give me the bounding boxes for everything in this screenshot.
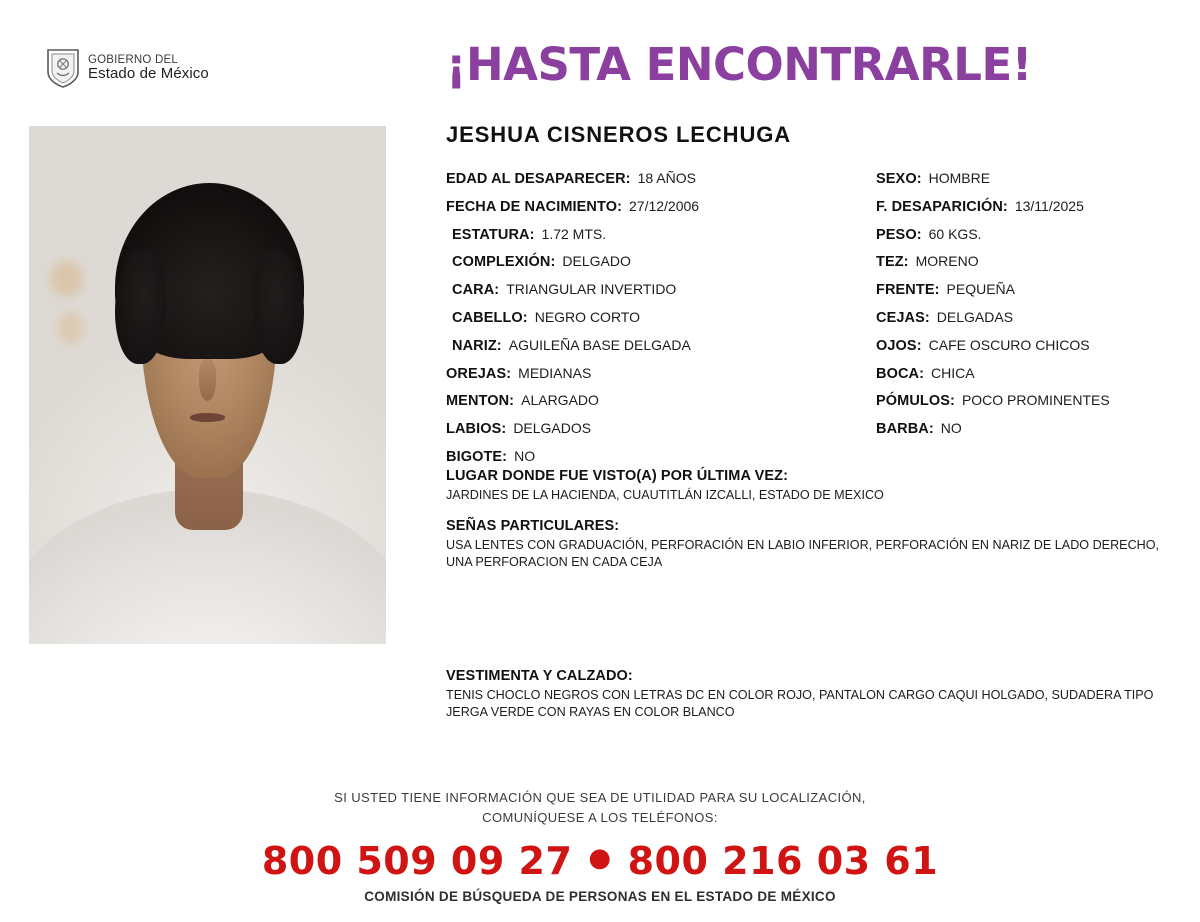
detail-field [876, 365, 1174, 393]
detail-field [876, 226, 1174, 254]
detail-field [876, 337, 1174, 365]
detail-label: OJOS: [876, 337, 922, 354]
detail-field [446, 226, 876, 254]
detail-label: SEXO: [876, 171, 922, 187]
photo-background [29, 126, 386, 644]
detail-field [446, 309, 876, 337]
page-title: ¡HASTA ENCONTRARLE! [446, 38, 1032, 91]
detail-label: EDAD AL DESAPARECER: [446, 171, 631, 187]
detail-value: PEQUEÑA [946, 281, 1015, 298]
person-name: JESHUA CISNEROS LECHUGA [446, 122, 792, 147]
detail-field [876, 420, 1174, 448]
detail-value: HOMBRE [928, 170, 991, 186]
detail-label: MENTON: [446, 393, 515, 410]
detail-label: LABIOS: [446, 421, 507, 438]
details-grid [446, 170, 1174, 476]
detail-value: 60 KGS. [928, 225, 982, 242]
detail-value: 27/12/2006 [629, 197, 700, 214]
detail-value: ALARGADO [521, 392, 599, 409]
logo-line-2: Estado de México [88, 65, 209, 83]
detail-field [876, 198, 1174, 226]
phone-numbers [0, 839, 1200, 883]
photo-mouth [190, 413, 226, 421]
contact-footer [0, 788, 1200, 904]
detail-label: PESO: [876, 226, 922, 243]
detail-value: DELGADOS [513, 420, 592, 437]
detail-label: NARIZ: [452, 337, 502, 354]
detail-label: BIGOTE: [446, 448, 508, 465]
detail-value: 18 AÑOS [637, 170, 696, 186]
detail-value: 13/11/2025 [1014, 197, 1084, 214]
detail-label: BARBA: [876, 421, 934, 438]
details-section [446, 170, 1174, 476]
phone-number-1[interactable]: 800 509 09 27 [261, 839, 573, 884]
detail-value: CHICA [931, 364, 975, 381]
photo-artifact-left-upper [50, 261, 82, 297]
detail-label: CEJAS: [876, 309, 930, 326]
footer-line-2: COMUNÍQUESE A LOS TELÉFONOS: [482, 810, 718, 826]
logo-line-1: GOBIERNO DEL [88, 54, 178, 67]
detail-field [446, 281, 876, 309]
government-logo-text [88, 54, 209, 82]
detail-value: 1.72 MTS. [541, 225, 607, 242]
detail-label: TEZ: [876, 254, 909, 271]
shield-icon [46, 48, 80, 88]
detail-field [446, 392, 876, 420]
detail-value: DELGADAS [936, 308, 1014, 325]
photo-hair-left [115, 250, 165, 364]
detail-label: PÓMULOS: [876, 393, 955, 410]
detail-label: ESTATURA: [452, 226, 535, 243]
detail-label: BOCA: [876, 365, 925, 382]
detail-value: DELGADO [562, 253, 631, 270]
detail-label: COMPLEXIÓN: [452, 254, 556, 271]
detail-field [446, 337, 876, 365]
footer-line-1: SI USTED TIENE INFORMACIÓN QUE SEA DE UTILIDAD PARA SU LOCALIZACIÓN, [334, 790, 866, 805]
detail-value: POCO PROMINENTES [961, 392, 1110, 409]
detail-label: F. DESAPARICIÓN: [876, 198, 1008, 215]
detail-field [876, 309, 1174, 337]
organization-name: COMISIÓN DE BÚSQUEDA DE PERSONAS EN EL ESTADO DE MÉXICO [364, 889, 836, 905]
detail-label: CABELLO: [452, 309, 528, 326]
detail-value: TRIANGULAR INVERTIDO [506, 281, 677, 298]
detail-value: NO [514, 447, 536, 464]
detail-field [446, 420, 876, 448]
detail-field [446, 253, 876, 281]
detail-field [876, 281, 1174, 309]
photo-artifact-left-lower [58, 312, 83, 343]
detail-label: CARA: [452, 282, 500, 299]
last-seen-value: JARDINES DE LA HACIENDA, CUAUTITLÁN IZCALLI, ESTADO DE MEXICO [446, 488, 884, 502]
detail-value: CAFE OSCURO CHICOS [928, 336, 1090, 353]
detail-value: NEGRO CORTO [534, 308, 640, 325]
detail-field [876, 253, 1174, 281]
distinguishing-marks-value: USA LENTES CON GRADUACIÓN, PERFORACIÓN EN LABIO INFERIOR, PERFORACIÓN EN NARIZ DE LADO DERECHO, UNA PERFORACION EN CADA CEJA [446, 538, 1160, 569]
phone-number-2[interactable]: 800 216 03 61 [627, 839, 939, 884]
detail-value: MORENO [915, 253, 979, 270]
detail-label: FRENTE: [876, 282, 940, 299]
detail-field [446, 365, 876, 393]
detail-value: AGUILEÑA BASE DELGADA [508, 336, 691, 353]
detail-value: MEDIANAS [518, 364, 592, 381]
clothing-title: VESTIMENTA Y CALZADO: [446, 668, 633, 684]
clothing-value: TENIS CHOCLO NEGROS CON LETRAS DC EN COLOR ROJO, PANTALON CARGO CAQUI HOLGADO, SUDADERA TIPO JERGA VERDE CON RAYAS EN COLOR BLANCO [446, 688, 1154, 719]
missing-person-photo [29, 126, 386, 644]
distinguishing-marks-title: SEÑAS PARTICULARES: [446, 518, 620, 534]
government-logo [46, 48, 209, 88]
distinguishing-marks-block [446, 518, 1174, 570]
detail-field [876, 170, 1174, 198]
detail-label: OREJAS: [446, 365, 512, 382]
detail-field [446, 198, 876, 226]
phone-separator-dot-icon: ● [588, 843, 612, 874]
photo-nose [199, 359, 217, 400]
last-seen-block [446, 468, 1174, 504]
clothing-block [446, 668, 1174, 720]
last-seen-title: LUGAR DONDE FUE VISTO(A) POR ÚLTIMA VEZ: [446, 468, 789, 484]
detail-field [446, 170, 876, 198]
detail-value: NO [940, 420, 962, 437]
detail-label: FECHA DE NACIMIENTO: [446, 198, 622, 215]
detail-field [876, 392, 1174, 420]
